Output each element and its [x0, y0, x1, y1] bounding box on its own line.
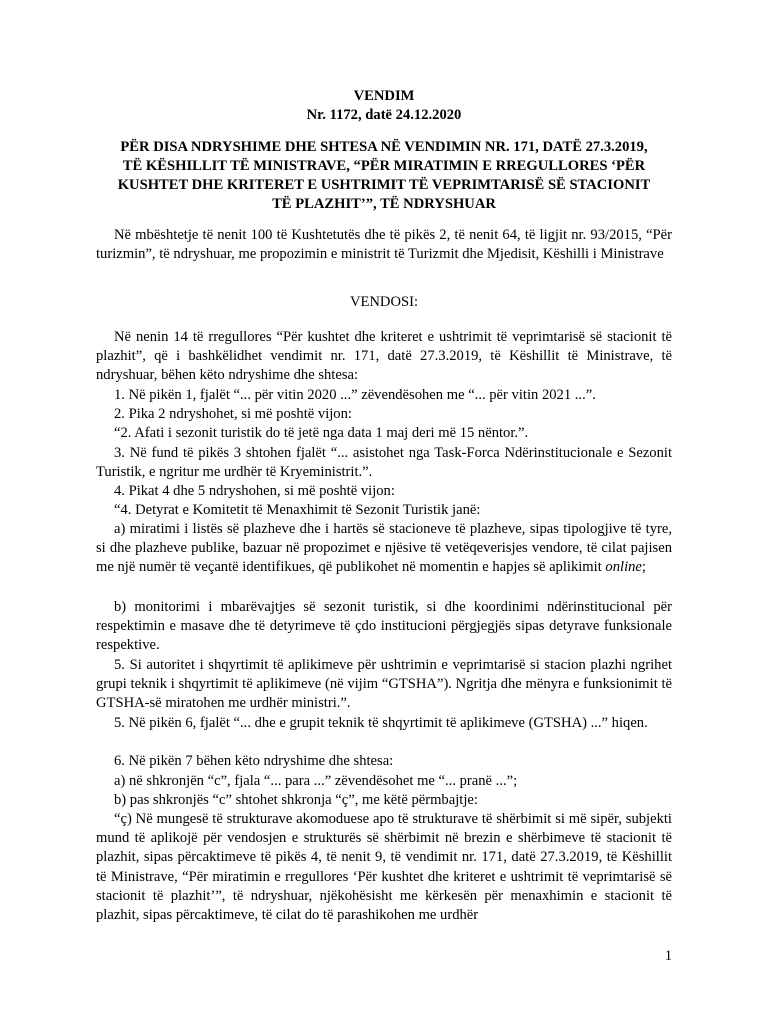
list-item-5: 5. Si autoritet i shqyrtimit të aplikimeve për ushtrimin e veprimtarisë si stacion plazhi ngrihet grupi teknik i shqyrtimit të aplikimeve (në vijim “GTSHA”). Ngritja dhe mënyra e funksionimit të GTSHA-së miratohen me urdhër ministri.”. — [96, 657, 672, 712]
list-item-4-a — [96, 520, 672, 578]
subject-line-4: TË PLAZHIT’”, TË NDRYSHUAR — [272, 196, 496, 212]
intro-paragraph: Në nenin 14 të rregullores “Për kushtet dhe kriteret e ushtrimit të veprimtarisë së stacionit të plazhit”, që i bashkëlidhet vendimit nr. 171, datë 27.3.2019, të Këshillit të Ministrave, të ndryshuar, bëhen këto ndryshime dhe shtesa: — [96, 329, 672, 384]
list-item-1: 1. Në pikën 1, fjalët “... për vitin 2020 ...” zëvendësohen me “... për vitin 2021 ...”. — [114, 387, 596, 403]
list-item-2-quote: “2. Afati i sezonit turistik do të jetë nga data 1 maj deri më 15 nëntor.”. — [114, 425, 529, 441]
list-item-3: 3. Në fund të pikës 3 shtohen fjalët “... asistohet nga Task-Forca Ndërinstitucionale e Sezonit Turistik, e ngritur me urdhër të Kryeministrit.”. — [96, 445, 672, 481]
list-item-6: 6. Në pikën 7 bëhen këto ndryshime dhe shtesa: — [114, 753, 394, 769]
subject-line-1: PËR DISA NDRYSHIME DHE SHTESA NË VENDIMIN NR. 171, DATË 27.3.2019, — [120, 139, 648, 155]
list-item-2: 2. Pika 2 ndryshohet, si më poshtë vijon: — [114, 406, 352, 422]
subject-line-3: KUSHTET DHE KRITERET E USHTRIMIT TË VEPRIMTARISË SË STACIONIT — [117, 177, 651, 193]
list-item-4-b: b) monitorimi i mbarëvajtjes së sezonit turistik, si dhe koordinimi ndërinstitucional për respektimin e masave dhe të detyrimeve të çdo institucioni përgjegjës sipas detyrave funksionale respektive. — [96, 599, 672, 654]
decides-heading: VENDOSI: — [349, 294, 419, 310]
document-number: Nr. 1172, datë 24.12.2020 — [306, 107, 462, 123]
page-number: 1 — [664, 948, 672, 964]
list-item-6-b: b) pas shkronjës “c” shtohet shkronja “ç”, me këtë përmbajtje: — [114, 792, 478, 808]
list-item-4-a-text: a) miratimi i listës së plazheve dhe i hartës së stacioneve të plazheve, sipas tipologjive të tyre, si dhe plazheve publike, bazuar në propozimet e njësive të vetëqeverisjes vendore, të cilat pajisen me një numër të veçantë identifikues, që publikohet në momentin e hapjes së aplikimit — [96, 521, 672, 576]
subject-line-2: TË KËSHILLIT TË MINISTRAVE, “PËR MIRATIMIN E RREGULLORES ‘PËR — [122, 158, 646, 174]
list-item-4-quote: “4. Detyrat e Komitetit të Menaxhimit të Sezonit Turistik janë: — [114, 502, 481, 518]
list-item-6-c: “ç) Në mungesë të strukturave akomoduese apo të strukturave të shërbimit si më sipër, subjekti mund të aplikojë për vendosjen e strukturës së shërbimit në brezin e shërbimeve të stacionit të plazhit, sipas përcaktimeve të pikës 4, të nenit 9, të vendimit nr. 171, datë 27.3.2019, të Këshillit të Ministrave, “Për miratimin e rregullores ‘Për kushtet dhe kriteret e ushtrimit të veprimtarisë së stacionit të plazhit’”, të ndryshuar, njëkohësisht me kërkesën për menaxhimin e stacionit të plazhit, sipas përcaktimeve, të cilat do të parashikohen me urdhër — [96, 811, 672, 924]
list-item-4-a-italic: online — [605, 559, 642, 576]
preamble-paragraph: Në mbështetje të nenit 100 të Kushtetutës dhe të pikës 2, të nenit 64, të ligjit nr. 93/2015, “Për turizmin”, të ndryshuar, me propozimin e ministrit të Turizmit dhe Mjedisit, Këshilli i Ministrave — [96, 227, 672, 263]
list-item-4: 4. Pikat 4 dhe 5 ndryshohen, si më poshtë vijon: — [114, 483, 395, 499]
list-item-4-a-end: ; — [641, 559, 646, 576]
list-item-6-a: a) në shkronjën “c”, fjala “... para ...” zëvendësohet me “... pranë ...”; — [114, 773, 518, 789]
document-title: VENDIM — [353, 88, 415, 104]
list-item-5-b: 5. Në pikën 6, fjalët “... dhe e grupit teknik të shqyrtimit të aplikimeve (GTSHA) ...” hiqen. — [114, 715, 648, 731]
